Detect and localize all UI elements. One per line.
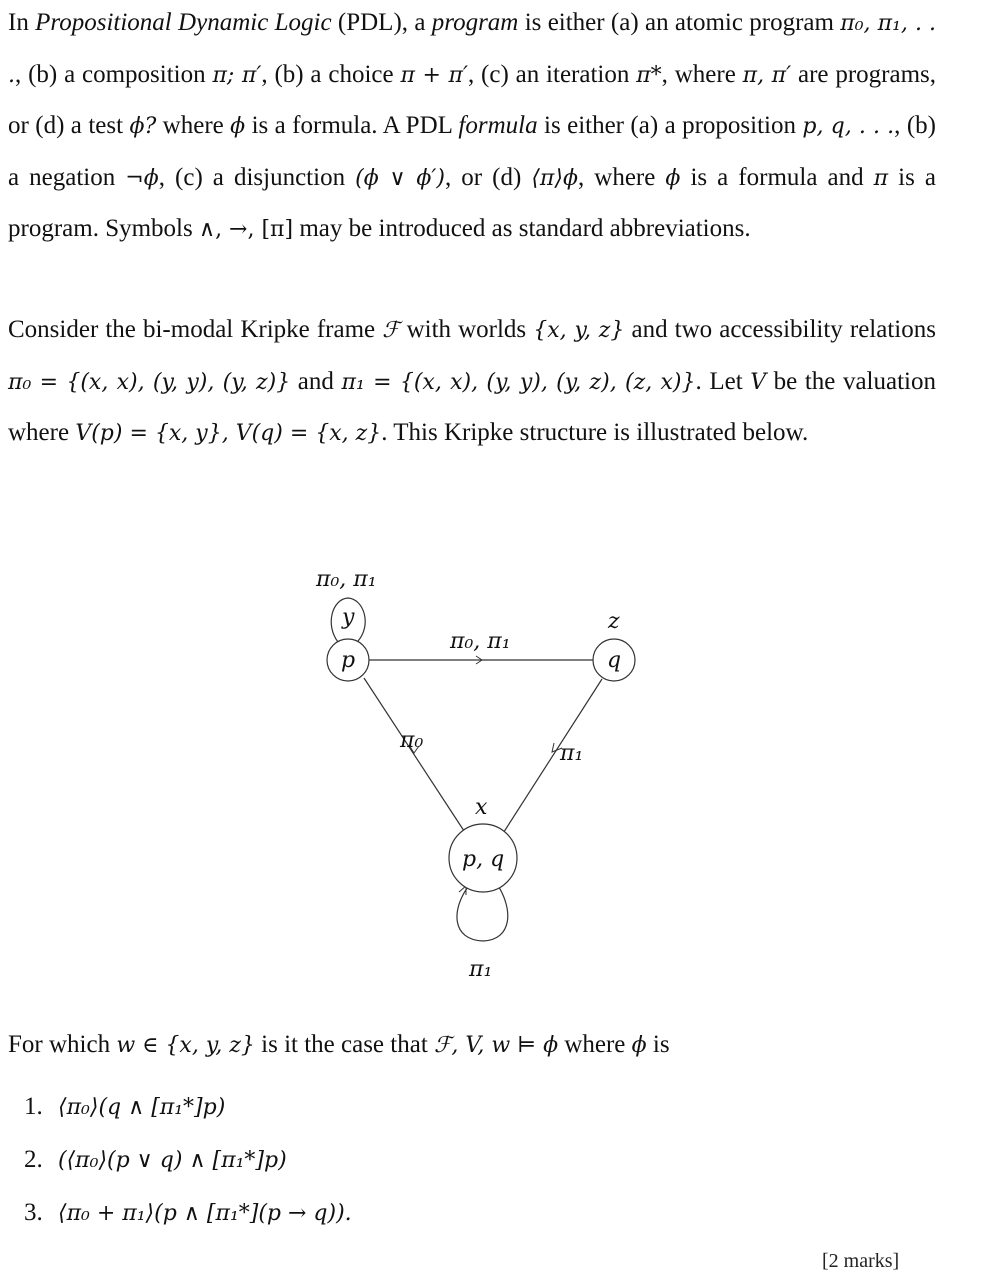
world-z-props: q: [607, 648, 622, 673]
kripke-frame-paragraph: Consider the bi-modal Kripke frame ℱ with worlds {x, y, z} and two accessibility relations π₀ = {(x, x), (y, y), (y, z)} and π₁ = {(x, x), (y, y), (y, z), (z, x)}. Let V be the valuation where V(p) = {x, y}, V(q) = {x, z}. This Kripke structure is illustrated below.: [8, 316, 936, 446]
formula-list: [24, 1083, 352, 1242]
kripke-diagram: [300, 555, 660, 985]
world-x-loop-label: π₁: [469, 957, 493, 982]
formula: ⟨π₀ + π₁⟩(p ∧ [π₁*](p → q)).: [58, 1201, 352, 1226]
formula: (⟨π₀⟩(p ∨ q) ∧ [π₁*]p): [58, 1148, 287, 1173]
list-item: 3. ⟨π₀ + π₁⟩(p ∧ [π₁*](p → q)).: [24, 1199, 352, 1226]
edge-y-x: [364, 678, 468, 837]
world-x-name: x: [475, 795, 488, 820]
edge-y-z-label: π₀, π₁: [450, 629, 511, 654]
world-y-props: p: [341, 648, 356, 673]
list-item: 2. (⟨π₀⟩(p ∨ q) ∧ [π₁*]p): [24, 1146, 287, 1173]
world-x-props: p, q: [462, 847, 505, 872]
list-item: 1. ⟨π₀⟩(q ∧ [π₁*]p): [24, 1093, 226, 1120]
pdl-definition-paragraph: In Propositional Dynamic Logic (PDL), a program is either (a) an atomic program π₀, π₁, . . ., (b) a composition π; π′, (b) a choice π + π′, (c) an iteration π*, where π, π′ are programs, or (d) a test ϕ? where ϕ is a formula. A PDL formula is either (a) a proposition p, q, . . ., (b) a negation ¬ϕ, (c) a disjunction (ϕ ∨ ϕ′), or (d) ⟨π⟩ϕ, where ϕ is a formula and π is a program. Symbols ∧, →, [π] may be introduced as standard abbreviations.: [8, 9, 937, 242]
world-y-loop-label: π₀, π₁: [316, 567, 377, 592]
edge-z-x: [500, 679, 602, 838]
world-y-name: y: [342, 605, 355, 630]
edge-y-x-label: π₀: [400, 728, 424, 753]
marks-label: [2 marks]: [822, 1250, 900, 1272]
formula: ⟨π₀⟩(q ∧ [π₁*]p): [58, 1095, 226, 1120]
question-text: For which w ∈ {x, y, z} is it the case that ℱ, V, w ⊨ ϕ where ϕ is: [8, 1031, 670, 1058]
edge-z-x-label: π₁: [560, 741, 584, 766]
world-z-name: z: [608, 609, 620, 634]
